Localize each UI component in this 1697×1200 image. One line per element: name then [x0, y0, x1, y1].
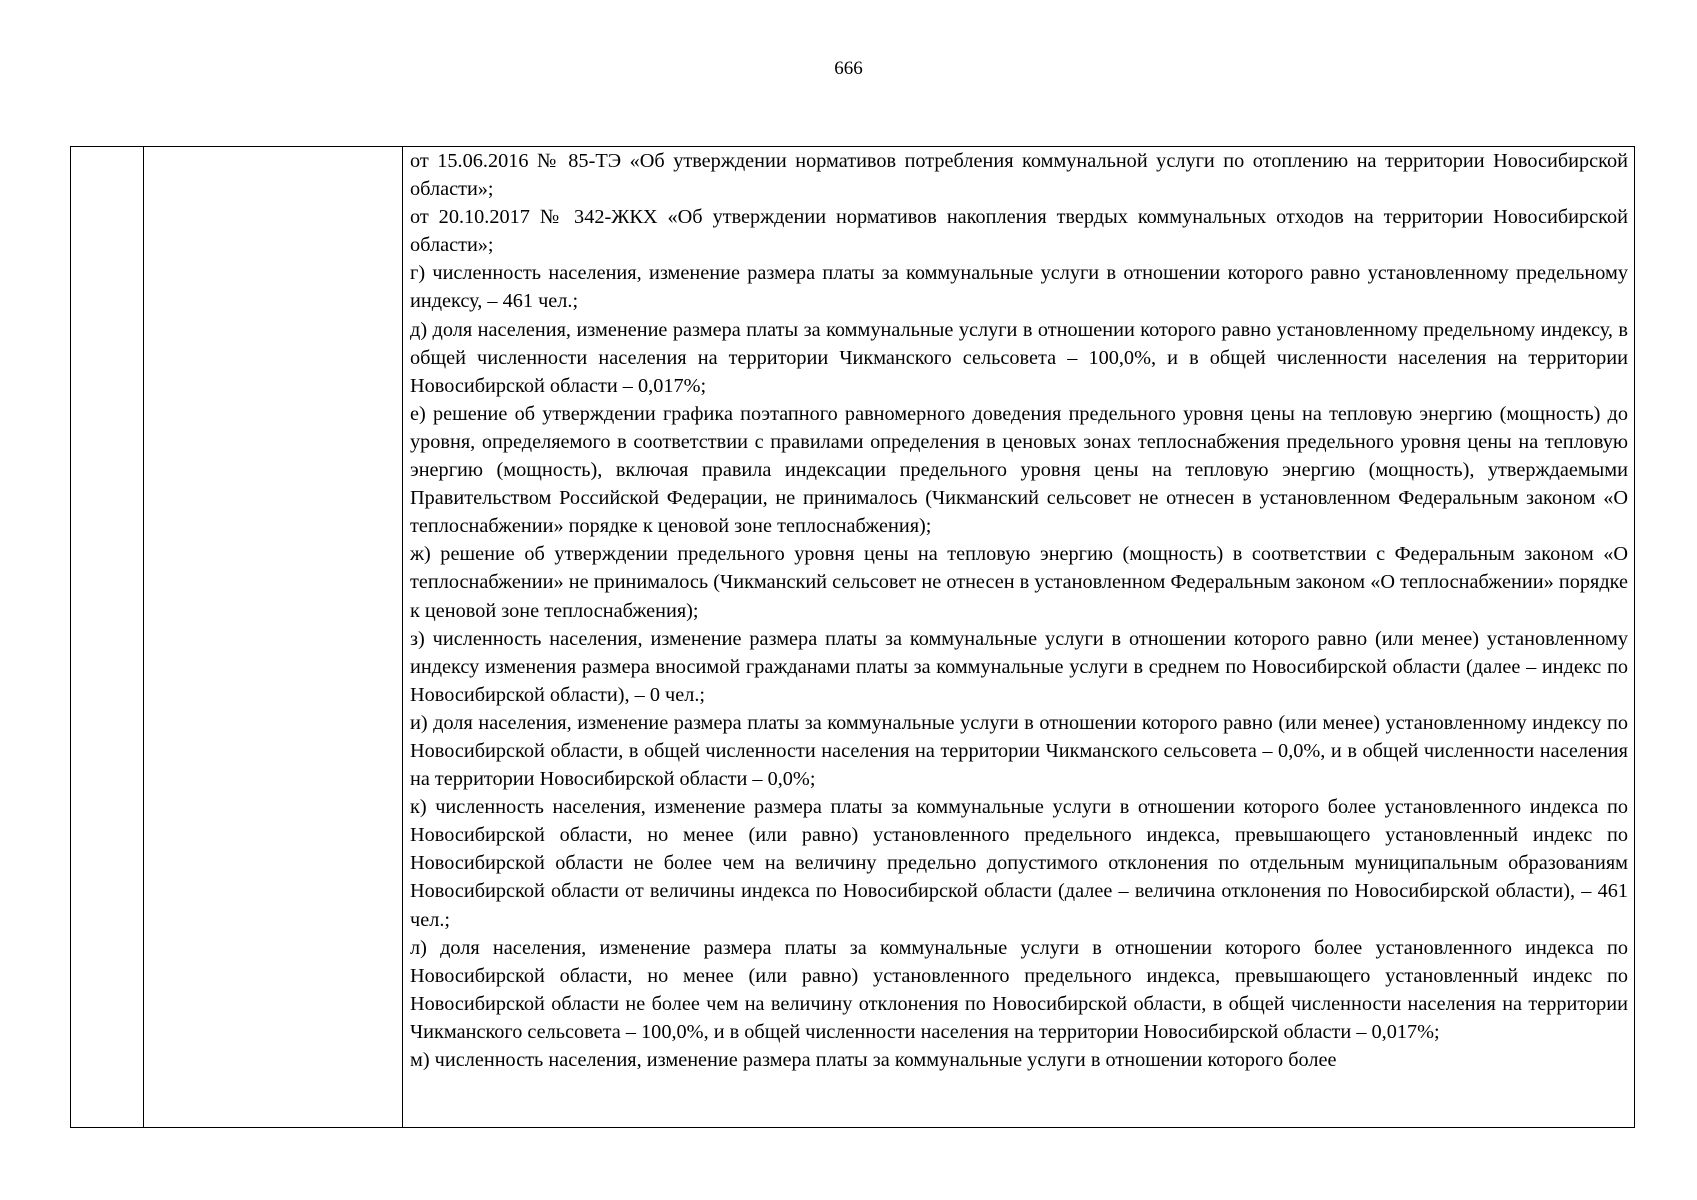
table-column-name: [144, 147, 403, 1127]
paragraph-decree-85: от 15.06.2016 № 85-ТЭ «Об утверждении нормативов потребления коммунальной услуги по отоплению на территории Новосибирской области»;: [410, 150, 1628, 201]
paragraph-z: з) численность населения, изменение размера платы за коммунальные услуги в отношении которого равно (или менее) установленному индексу изменения размера вносимой гражданами платы за коммунальные услуги в среднем по Новосибирской области (далее – индекс по Новосибирской области), – 0 чел.;: [410, 627, 1628, 706]
paragraph-d: д) доля населения, изменение размера платы за коммунальные услуги в отношении которого равно установленному предельному индексу, в общей численности населения на территории Чикманского сельсовета – 100,0%, и в общей численности населения на территории Новосибирской области – 0,017%;: [410, 318, 1628, 397]
paragraph-l: л) доля населения, изменение размера платы за коммунальные услуги в отношении которого более установленного индекса по Новосибирской области, но менее (или равно) установленного предельного индекса, превышающего установленный индекс по Новосибирской области не более чем на величину отклонения по Новосибирской области, в общей численности населения на территории Чикманского сельсовета – 100,0%, и в общей численности населения на территории Новосибирской области – 0,017%;: [410, 936, 1628, 1043]
paragraph-g: г) численность населения, изменение размера платы за коммунальные услуги в отношении которого равно установленному предельному индексу, – 461 чел.;: [410, 262, 1628, 313]
document-table: [70, 146, 1635, 1128]
table-column-number: [71, 147, 144, 1127]
paragraph-k: к) численность населения, изменение размера платы за коммунальные услуги в отношении которого более установленного индекса по Новосибирской области, но менее (или равно) установленного предельного индекса, превышающего установленный индекс по Новосибирской области не более чем на величину предельно допустимого отклонения по отдельным муниципальным образованиям Новосибирской области от величины индекса по Новосибирской области (далее – величина отклонения по Новосибирской области), – 461 чел.;: [410, 796, 1628, 931]
paragraph-e: е) решение об утверждении графика поэтапного равномерного доведения предельного уровня цены на тепловую энергию (мощность) до уровня, определяемого в соответствии с правилами определения в ценовых зонах теплоснабжения предельного уровня цены на тепловую энергию (мощность), включая правила индексации предельного уровня цены на тепловую энергию (мощность), утверждаемыми Правительством Российской Федерации, не принималось (Чикманский сельсовет не отнесен в установленном Федеральным законом «О теплоснабжении» порядке к ценовой зоне теплоснабжения);: [410, 402, 1628, 538]
paragraph-i: и) доля населения, изменение размера платы за коммунальные услуги в отношении которого равно (или менее) установленному индексу по Новосибирской области, в общей численности населения на территории Чикманского сельсовета – 0,0%, и в общей численности населения на территории Новосибирской области – 0,0%;: [410, 711, 1628, 791]
paragraph-zh: ж) решение об утверждении предельного уровня цены на тепловую энергию (мощность) в соответствии с Федеральным законом «О теплоснабжении» не принималось (Чикманский сельсовет не отнесен в установленном Федеральным законом «О теплоснабжении» порядке к ценовой зоне теплоснабжения);: [410, 543, 1628, 622]
page-number: 666: [834, 58, 863, 79]
paragraph-decree-342: от 20.10.2017 № 342-ЖКХ «Об утверждении нормативов накопления твердых коммунальных отходов на территории Новосибирской области»;: [410, 206, 1628, 257]
table-column-content: [403, 147, 1634, 1127]
paragraph-m: м) численность населения, изменение размера платы за коммунальные услуги в отношении которого более: [410, 1049, 1337, 1071]
